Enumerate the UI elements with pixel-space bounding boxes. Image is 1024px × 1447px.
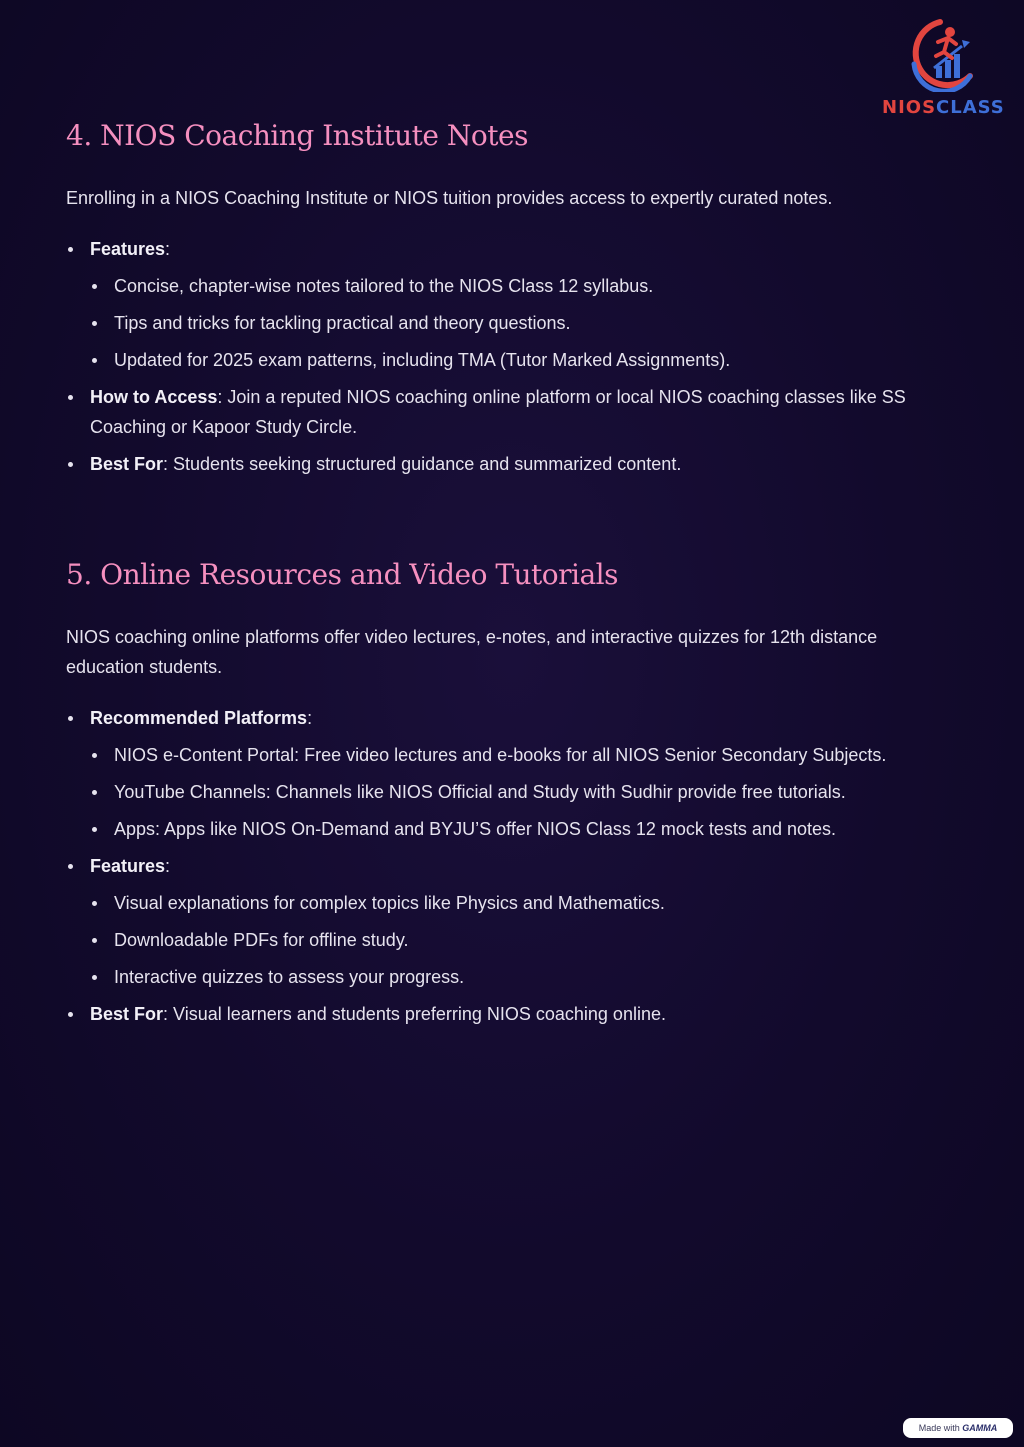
- bullet-icon: [92, 358, 97, 363]
- bullet-icon: [68, 864, 73, 869]
- list-item-text: : Students seeking structured guidance and summarized content.: [163, 454, 682, 474]
- bullet-icon: [92, 938, 97, 943]
- bullet-icon: [68, 395, 73, 400]
- bullet-icon: [92, 321, 97, 326]
- nios-class-logo-icon: [900, 18, 984, 92]
- bullet-icon: [68, 247, 73, 252]
- list-item: [90, 271, 956, 301]
- sub-list: [90, 888, 956, 992]
- list-item-features: [66, 234, 956, 375]
- list-item-recommended-platforms: [66, 703, 956, 844]
- item-label: Recommended Platforms: [90, 708, 308, 728]
- list-item-text: Tips and tricks for tackling practical and theory questions.: [114, 313, 571, 333]
- label-colon: :: [165, 856, 171, 876]
- list-item-text: Concise, chapter-wise notes tailored to the NIOS Class 12 syllabus.: [114, 276, 654, 296]
- item-label: How to Access: [90, 387, 218, 407]
- list-item-text: Downloadable PDFs for offline study.: [114, 930, 409, 950]
- bullet-icon: [92, 975, 97, 980]
- list-item: [90, 962, 956, 992]
- list-item-text: : Join a reputed NIOS coaching online platform or local NIOS coaching classes like SS Coaching or Kapoor Study Circle.: [90, 387, 906, 437]
- list-item-features: [66, 851, 956, 992]
- bullet-icon: [92, 284, 97, 289]
- made-with-gamma-badge[interactable]: [903, 1418, 1013, 1438]
- list-item-text: : Visual learners and students preferring NIOS coaching online.: [163, 1004, 666, 1024]
- section-intro: NIOS coaching online platforms offer video lectures, e-notes, and interactive quizzes for 12th distance education students.: [66, 627, 878, 677]
- list-item-text: Visual explanations for complex topics like Physics and Mathematics.: [114, 893, 665, 913]
- section-heading: 5. Online Resources and Video Tutorials: [66, 558, 618, 591]
- bullet-list: [66, 234, 956, 479]
- section-intro: Enrolling in a NIOS Coaching Institute or NIOS tuition provides access to expertly curated notes.: [66, 188, 833, 208]
- bullet-icon: [92, 827, 97, 832]
- list-item: [90, 308, 956, 338]
- list-item-text: Apps: Apps like NIOS On-Demand and BYJU’S offer NIOS Class 12 mock tests and notes.: [114, 819, 836, 839]
- sub-list: [90, 740, 956, 844]
- list-item: [90, 740, 956, 770]
- bullet-icon: [92, 901, 97, 906]
- bullet-icon: [68, 716, 73, 721]
- item-label: Best For: [90, 454, 164, 474]
- item-label: Features: [90, 856, 166, 876]
- label-colon: :: [165, 239, 171, 259]
- section-online-resources: [66, 557, 956, 1036]
- list-item: [90, 888, 956, 918]
- label-colon: :: [307, 708, 313, 728]
- list-item: [90, 345, 956, 375]
- gamma-brand: GAMMA: [962, 1423, 998, 1433]
- item-label: Best For: [90, 1004, 164, 1024]
- bullet-icon: [92, 753, 97, 758]
- list-item-best-for: [66, 449, 956, 479]
- badge-prefix: Made with: [918, 1423, 960, 1433]
- list-item-text: Interactive quizzes to assess your progress.: [114, 967, 465, 987]
- sub-list: [90, 271, 956, 375]
- section-coaching-notes: [66, 118, 956, 486]
- list-item: [90, 814, 956, 844]
- list-item-text: Updated for 2025 exam patterns, including TMA (Tutor Marked Assignments).: [114, 350, 731, 370]
- bullet-icon: [92, 790, 97, 795]
- logo-text: NIOSCLASS: [882, 97, 1005, 118]
- section-heading: 4. NIOS Coaching Institute Notes: [66, 119, 528, 152]
- list-item-how-to-access: [66, 382, 956, 442]
- list-item-text: NIOS e-Content Portal: Free video lectures and e-books for all NIOS Senior Secondary Subjects.: [114, 745, 887, 765]
- list-item-text: YouTube Channels: Channels like NIOS Official and Study with Sudhir provide free tutorials.: [114, 782, 846, 802]
- list-item: [90, 777, 956, 807]
- bullet-list: [66, 703, 956, 1029]
- list-item: [90, 925, 956, 955]
- bullet-icon: [68, 462, 73, 467]
- brand-logo: [878, 18, 1010, 122]
- item-label: Features: [90, 239, 166, 259]
- list-item-best-for: [66, 999, 956, 1029]
- bullet-icon: [68, 1012, 73, 1017]
